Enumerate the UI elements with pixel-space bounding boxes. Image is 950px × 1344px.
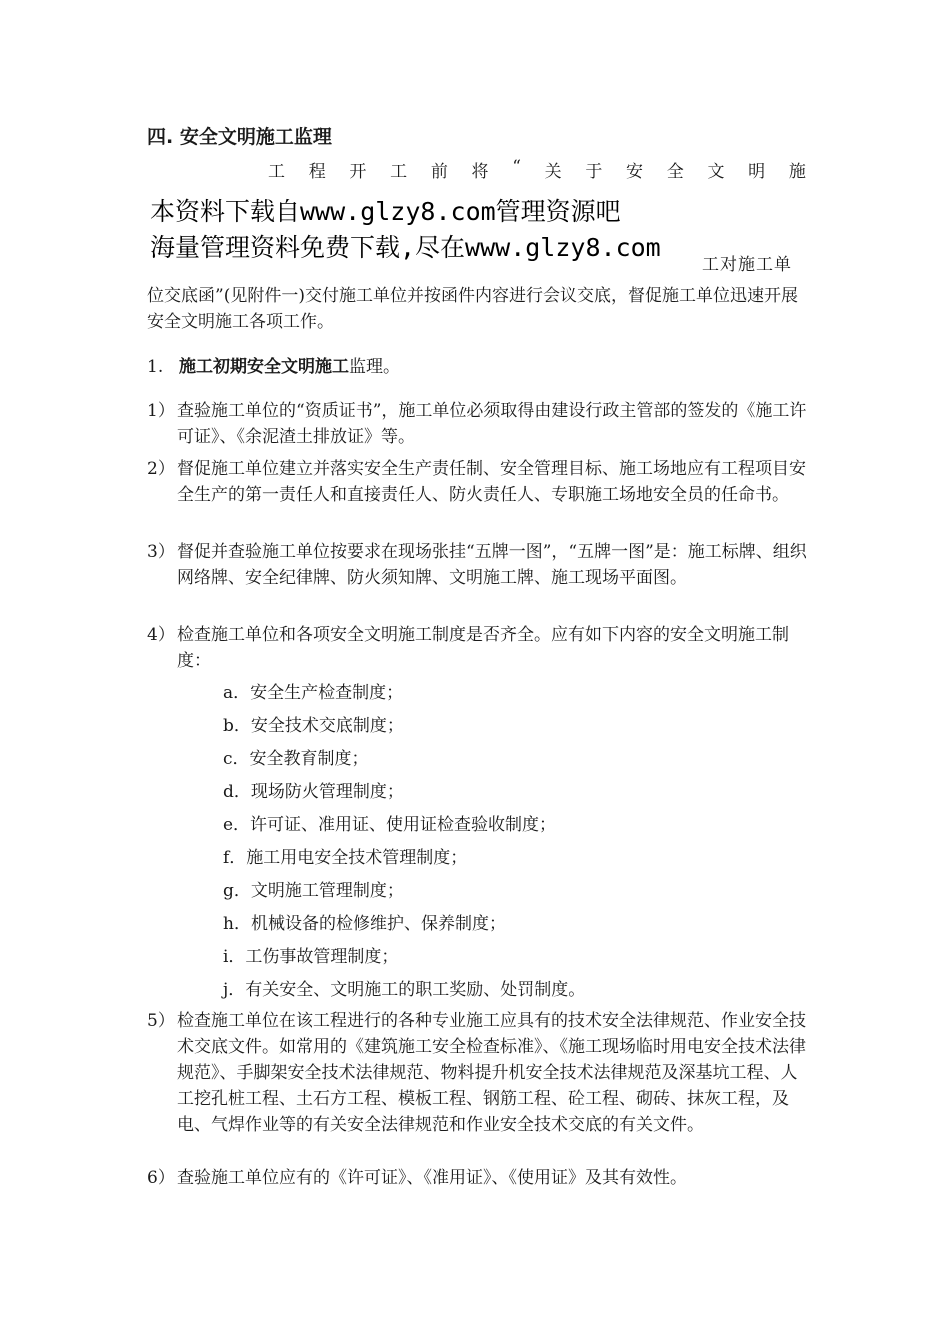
spaced-char: 文	[707, 162, 725, 182]
spaced-char: 工	[390, 162, 408, 182]
list-item-number: 2）	[147, 459, 175, 479]
subsection-number: 1.	[147, 357, 164, 377]
list-item-text: 查验施工单位的“资质证书”，施工单位必须取得由建设行政主管部的签发的《施工许可证》、《余泥渣土排放证》等。	[177, 401, 807, 447]
list-item	[147, 398, 809, 450]
sub-list-item: g．文明施工管理制度；	[223, 881, 404, 901]
sub-list-item: j．有关安全、文明施工的职工奖励、处罚制度。	[223, 980, 586, 1000]
spaced-char: 明	[748, 162, 766, 182]
sub-list-item: d．现场防火管理制度；	[223, 782, 404, 802]
list-item	[147, 539, 809, 591]
watermark-line-1: 本资料下载自www.glzy8.com管理资源吧	[150, 197, 621, 226]
list-item	[147, 1008, 809, 1138]
spaced-char: “	[512, 157, 521, 177]
spaced-char: 程	[308, 162, 326, 182]
spaced-char: 将	[471, 162, 489, 182]
list-item-number: 3）	[147, 542, 175, 562]
list-item-number: 6）	[147, 1168, 175, 1188]
list-item-text: 检查施工单位在该工程进行的各种专业施工应具有的技术安全法律规范、作业安全技术交底文件。如常用的《建筑施工安全检查标准》、《施工现场临时用电安全技术法律规范》、手脚架安全技术法律规范、物料提升机安全技术法律规范及深基坑工程、人工挖孔桩工程、土石方工程、模板工程、钢筋工程、砼工程、砌砖、抹灰工程，及电、气焊作业等的有关安全法律规范和作业安全技术交底的有关文件。	[177, 1011, 806, 1135]
list-item-text: 督促施工单位建立并落实安全生产责任制、安全管理目标、施工场地应有工程项目安全生产的第一责任人和直接责任人、防火责任人、专职施工场地安全员的任命书。	[177, 459, 806, 505]
spaced-char: 开	[349, 162, 367, 182]
intro-paragraph: 位交底函”(见附件一)交付施工单位并按函件内容进行会议交底，督促施工单位迅速开展安全文明施工各项工作。	[147, 286, 798, 332]
subsection-title	[147, 352, 400, 377]
spaced-char: 于	[585, 162, 603, 182]
list-item	[147, 1165, 809, 1191]
list-item-number: 5）	[147, 1011, 175, 1031]
sub-list-item: h．机械设备的检修维护、保养制度；	[223, 914, 506, 934]
sub-list-item: b．安全技术交底制度；	[223, 716, 404, 736]
sub-list-item: c．安全教育制度；	[223, 749, 369, 769]
spaced-char: 前	[430, 162, 448, 182]
sub-list-item: a．安全生产检查制度；	[223, 683, 404, 703]
list-item	[147, 456, 809, 508]
spaced-line-tail: 工对施工单	[702, 255, 792, 275]
spaced-char: 工	[268, 162, 285, 182]
list-item-number: 4）	[147, 625, 175, 645]
sub-list-item: f．施工用电安全技术管理制度；	[223, 848, 468, 868]
section-heading: 四. 安全文明施工监理	[147, 126, 332, 148]
list-item-text: 查验施工单位应有的《许可证》、《准用证》、《使用证》及其有效性。	[177, 1168, 687, 1188]
sub-list-item: e．许可证、准用证、使用证检查验收制度；	[223, 815, 557, 835]
spaced-char: 施	[788, 162, 806, 182]
subsection-title-rest: 监理。	[349, 357, 400, 377]
list-item-text: 检查施工单位和各项安全文明施工制度是否齐全。应有如下内容的安全文明施工制度：	[177, 625, 789, 671]
spaced-char: 全	[666, 162, 684, 182]
sub-list-item: i．工伤事故管理制度；	[223, 947, 399, 967]
subsection-title-bold: 施工初期安全文明施工	[179, 357, 349, 377]
spaced-intro-line	[268, 157, 806, 182]
spaced-char: 关	[544, 162, 562, 182]
spaced-char: 安	[626, 162, 644, 182]
watermark-line-2: 海量管理资料免费下载,尽在www.glzy8.com	[150, 233, 661, 262]
list-item-number: 1）	[147, 401, 175, 421]
list-item	[147, 622, 809, 674]
list-item-text: 督促并查验施工单位按要求在现场张挂“五牌一图”，“五牌一图”是：施工标牌、组织网络牌、安全纪律牌、防火须知牌、文明施工牌、施工现场平面图。	[177, 542, 807, 588]
